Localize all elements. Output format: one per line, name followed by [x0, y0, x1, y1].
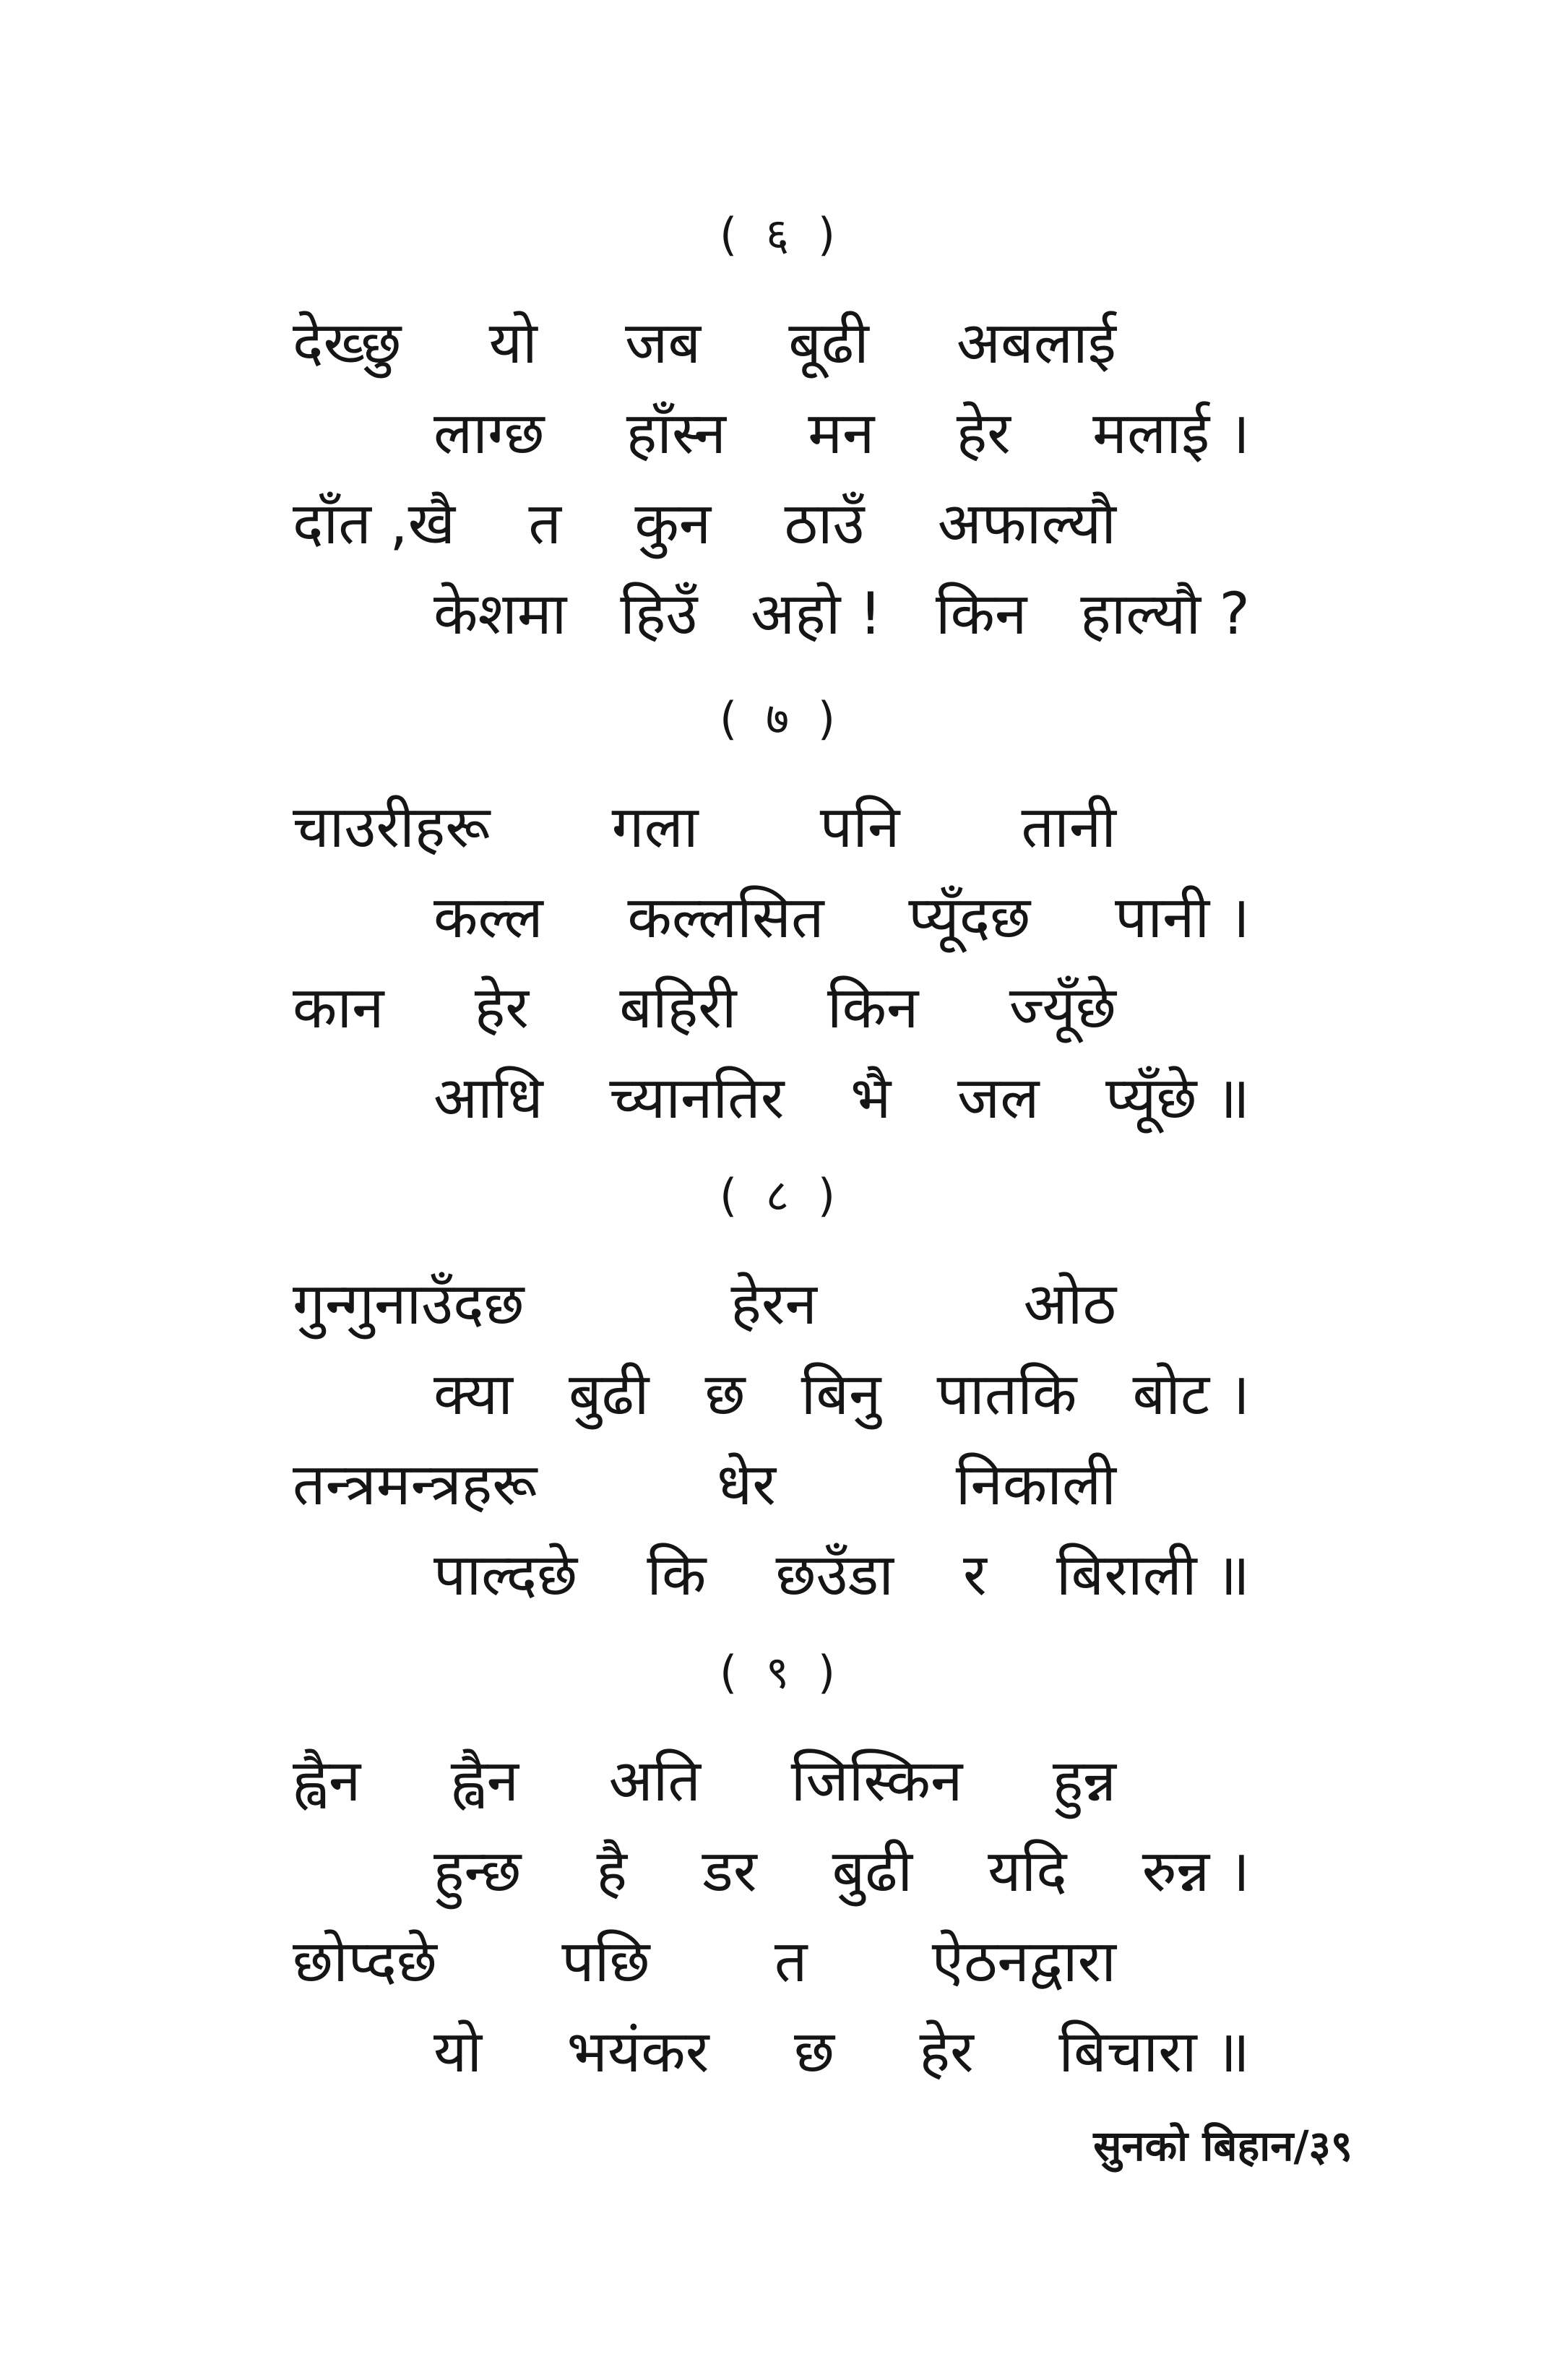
verse-word: पातकि [936, 1361, 1077, 1428]
stanza-number: ( ८ ) [719, 1169, 843, 1222]
stanza-number: ( ९ ) [719, 1646, 843, 1699]
verse-word: लाग्छ [433, 400, 545, 467]
page-footer: सुनको बिहान/३९ [1093, 2121, 1352, 2170]
verse-word: गुन्गुनाउँदछ [293, 1270, 525, 1337]
verse-word: दाँत ,खै [293, 490, 456, 557]
verse-line [293, 1734, 1116, 1821]
verse-word: अति [608, 1747, 702, 1814]
verse-word: धेर [717, 1451, 777, 1518]
verse-word: र [963, 1541, 987, 1608]
verse-word: कल्लसित [627, 884, 824, 951]
verse-word: रुन्न । [1142, 1837, 1250, 1905]
verse-line [293, 780, 1116, 867]
verse-word: गला [611, 793, 699, 861]
verse-word: निकाली [955, 1451, 1116, 1518]
verse-word: भयंकर [566, 2018, 709, 2085]
stanza-number: ( ६ ) [719, 208, 843, 261]
verse-word: हेर [474, 974, 530, 1041]
verse-word: ऐठनद्वारा [931, 1928, 1116, 1995]
verse-word: तानी [1021, 793, 1116, 861]
verse-word: प्यूँछे ॥ [1105, 1064, 1250, 1131]
verse-word: हेरन [730, 1270, 817, 1337]
verse-word: बोट । [1132, 1361, 1250, 1428]
verse-line [433, 2005, 1250, 2092]
verse-word: छोप्दछे [293, 1928, 437, 1995]
verse-word: त [774, 1928, 808, 1995]
verse-line [433, 387, 1250, 473]
verse-word: पानी । [1114, 884, 1250, 951]
verse-word: कि [647, 1541, 707, 1608]
verse-line [433, 1348, 1250, 1434]
verse-word: ह्वैन [293, 1747, 361, 1814]
verse-line [293, 1438, 1116, 1525]
verse-word: हुन्छ [433, 1837, 522, 1905]
verse-line [293, 1257, 1116, 1344]
verse-line [293, 961, 1116, 1048]
verse-word: कुन [634, 490, 712, 557]
verse-line [433, 1528, 1250, 1615]
verse-line [433, 567, 1250, 654]
verse-word: कल्ल [433, 884, 543, 951]
verse-word: मन [808, 400, 875, 467]
verse-word: जिस्किन [790, 1747, 963, 1814]
verse-word: अफाल्यौ [937, 490, 1116, 557]
verse-word: बिचारा ॥ [1058, 2018, 1250, 2085]
verse-word: बहिरी [619, 974, 737, 1041]
verse-word: किन [935, 580, 1027, 647]
verse-word: भै [850, 1064, 892, 1131]
verse-word: बूढी [788, 309, 869, 376]
verse-word: त [528, 490, 562, 557]
verse-word: पछि [561, 1928, 650, 1995]
verse-word: केशमा [433, 580, 567, 647]
verse-word: ओठ [1023, 1270, 1116, 1337]
verse-word: हाँस्न [626, 400, 726, 467]
verse-word: छ [793, 2018, 835, 2085]
verse-word: तन्त्रमन्त्रहरू [293, 1451, 538, 1518]
verse-word: पाल्दछे [433, 1541, 578, 1608]
verse-word: यो [433, 2018, 483, 2085]
verse-line [433, 1824, 1250, 1911]
verse-line [433, 1051, 1250, 1138]
verse-word: च्यानतिर [609, 1064, 785, 1131]
verse-word: हिउँ [620, 580, 698, 647]
verse-word: है [596, 1837, 627, 1905]
verse-word: जब [624, 309, 702, 376]
verse-word: बुढी [568, 1361, 650, 1428]
verse-word: देख्छु [293, 309, 402, 376]
verse-word: ठाउँ [784, 490, 865, 557]
verse-word: बुढी [832, 1837, 913, 1905]
verse-word: जल [957, 1064, 1040, 1131]
verse-word: छउँडा [775, 1541, 894, 1608]
verse-word: कान [293, 974, 384, 1041]
verse-word: छ [704, 1361, 746, 1428]
verse-word: अबलाई [956, 309, 1116, 376]
verse-word: यो [488, 309, 538, 376]
stanza-number: ( ७ ) [719, 692, 843, 745]
verse-word: हेर [919, 2018, 974, 2085]
verse-word: आधि [433, 1064, 543, 1131]
verse-line [293, 1915, 1116, 2001]
verse-word: हाल्यौ ? [1080, 580, 1250, 647]
verse-word: पनि [819, 793, 900, 861]
verse-word: डर [702, 1837, 757, 1905]
verse-line [293, 477, 1116, 564]
verse-word: हेर [956, 400, 1011, 467]
verse-word: ह्वैन [450, 1747, 519, 1814]
verse-word: प्यूँदछ [908, 884, 1031, 951]
verse-word: बिराली ॥ [1056, 1541, 1250, 1608]
verse-word: हुन्न [1052, 1747, 1116, 1814]
verse-word: मलाई । [1092, 400, 1250, 467]
verse-line [293, 296, 1116, 383]
verse-word: यदि [988, 1837, 1067, 1905]
verse-word: किन [827, 974, 919, 1041]
verse-word: बिनु [801, 1361, 881, 1428]
verse-word: क्या [433, 1361, 513, 1428]
verse-word: अहो ! [751, 580, 882, 647]
verse-line [433, 871, 1250, 957]
verse-word: ज्यूँछे [1009, 974, 1116, 1041]
verse-word: चाउरीहरू [293, 793, 491, 861]
